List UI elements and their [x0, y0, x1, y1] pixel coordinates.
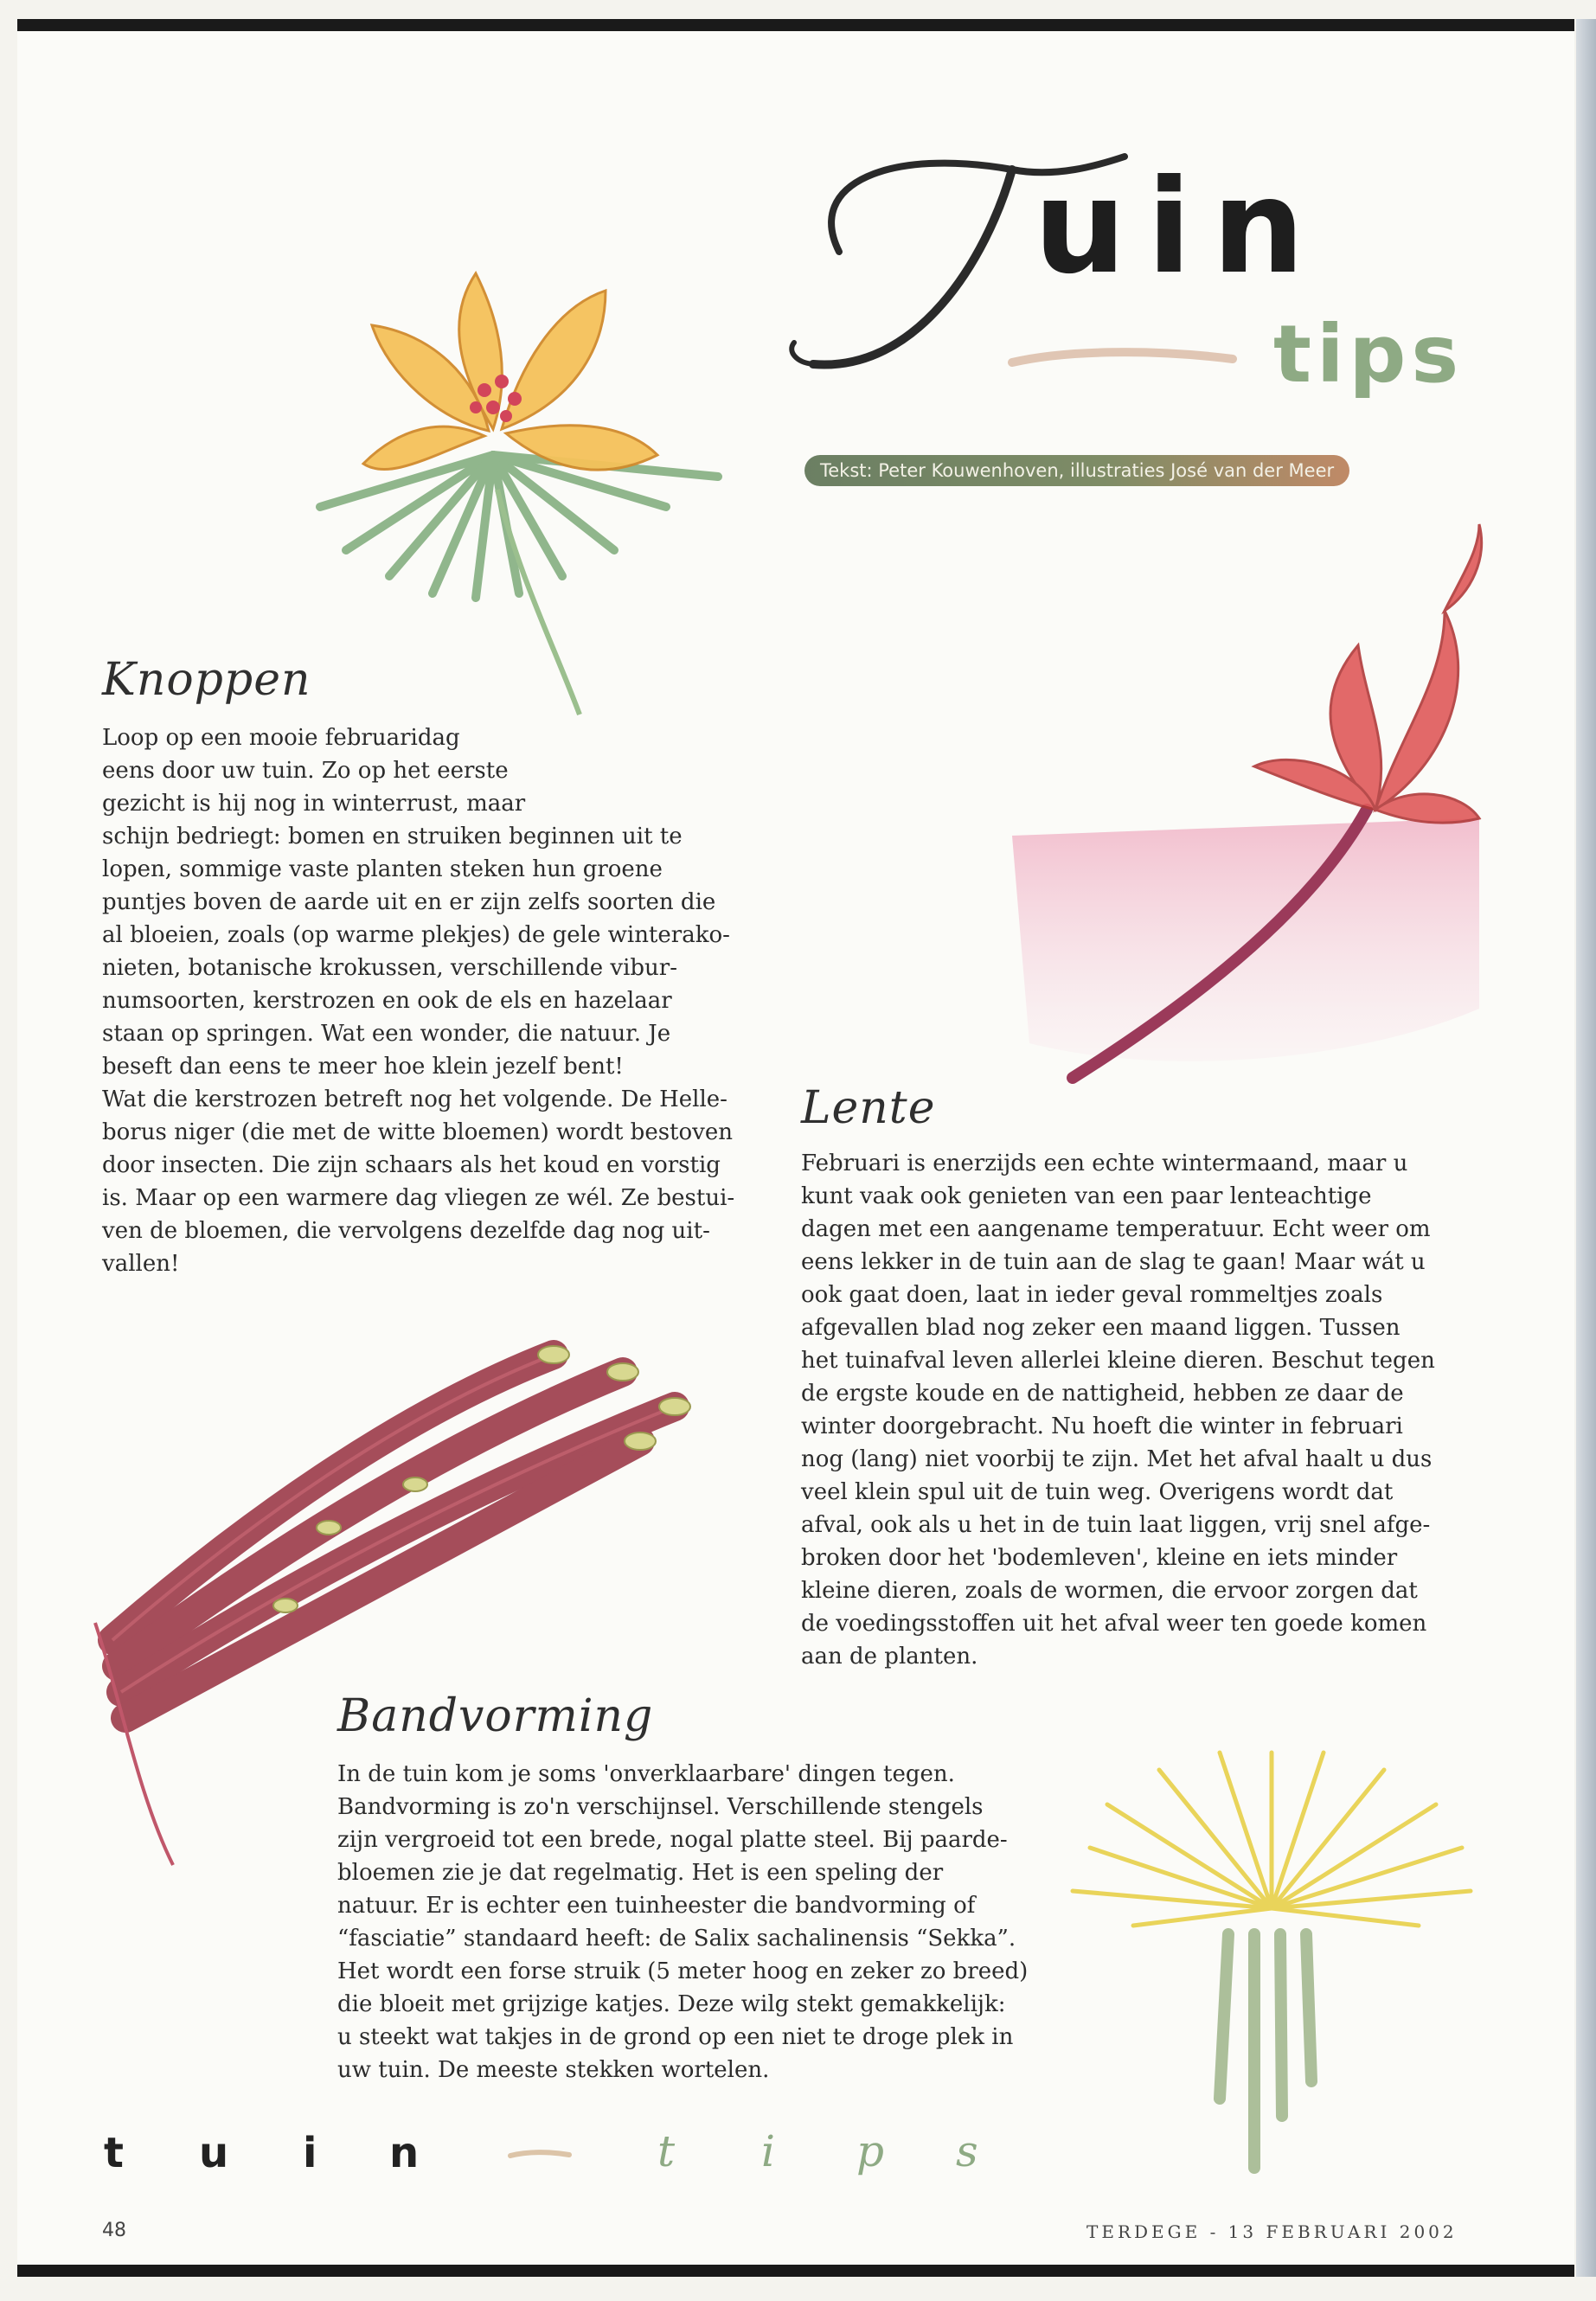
text-line: zijn vergroeid tot een brede, nogal platte steel. Bij paarde-: [337, 1827, 1008, 1853]
page-number: 48: [102, 2220, 126, 2241]
footer-letter: n: [389, 2129, 420, 2177]
text-line: de ergste koude en de nattigheid, hebben ze daar de: [801, 1381, 1404, 1407]
credit-bar: Tekst: Peter Kouwenhoven, illustraties José van der Meer: [804, 455, 1349, 486]
text-line: ven de bloemen, die vervolgens dezelfde dag nog uit-: [102, 1218, 710, 1244]
text-line: kleine dieren, zoals de wormen, die ervoor zorgen dat: [801, 1578, 1418, 1604]
footer-letter: t: [104, 2129, 124, 2177]
text-line: veel klein spul uit de tuin weg. Overigens wordt dat: [801, 1479, 1394, 1505]
magazine-page: [17, 19, 1574, 2277]
heading-knoppen: Knoppen: [102, 654, 311, 706]
text-line: “fasciatie” standaard heeft: de Salix sachalinensis “Sekka”.: [337, 1926, 1016, 1952]
text-line: nog (lang) niet voorbij te zijn. Met het afval haalt u dus: [801, 1446, 1433, 1472]
text-line: al bloeien, zoals (op warme plekjes) de gele winterako-: [102, 922, 730, 948]
text-line: aan de planten.: [801, 1644, 978, 1670]
page-subtitle: tips: [1273, 308, 1465, 401]
text-line: puntjes boven de aarde uit en er zijn zelfs soorten die: [102, 889, 716, 915]
text-line: schijn bedriegt: bomen en struiken beginnen uit te: [102, 824, 683, 849]
brush-stroke-icon: [1012, 347, 1237, 373]
footer-letter: i: [761, 2126, 775, 2176]
text-line: In de tuin kom je soms 'onverklaarbare' dingen tegen.: [337, 1761, 955, 1787]
text-line: bloemen zie je dat regelmatig. Het is een speling der: [337, 1860, 944, 1886]
red-sprout-illustration: [995, 524, 1497, 1130]
page-edge: [1576, 19, 1596, 2277]
text-line: eens lekker in de tuin aan de slag te gaan! Maar wát u: [801, 1249, 1426, 1275]
text-line: het tuinafval leven allerlei kleine dieren. Beschut tegen: [801, 1348, 1435, 1374]
dandelion-illustration: [1055, 1753, 1488, 2185]
text-line: dagen met een aangename temperatuur. Echt weer om: [801, 1216, 1431, 1242]
text-line: winter doorgebracht. Nu hoeft die winter in februari: [801, 1413, 1403, 1439]
text-line: uw tuin. De meeste stekken wortelen.: [337, 2057, 770, 2083]
text-line: Loop op een mooie februaridag: [102, 725, 460, 751]
text-line: staan op springen. Wat een wonder, die natuur. Je: [102, 1021, 671, 1047]
text-line: gezicht is hij nog in winterrust, maar: [102, 791, 526, 817]
text-line: Het wordt een forse struik (5 meter hoog en zeker zo breed): [337, 1958, 1029, 1984]
footer-letter: s: [956, 2126, 978, 2176]
text-line: broken door het 'bodemleven', kleine en iets minder: [801, 1545, 1398, 1571]
heading-lente: Lente: [801, 1082, 936, 1134]
text-line: lopen, sommige vaste planten steken hun groene: [102, 856, 663, 882]
text-line: is. Maar op een warmere dag vliegen ze wél. Ze bestui-: [102, 1185, 735, 1211]
text-line: numsoorten, kerstrozen en ook de els en hazelaar: [102, 988, 672, 1014]
text-line: afgevallen blad nog zeker een maand liggen. Tussen: [801, 1315, 1401, 1341]
page-title: uin: [1034, 152, 1325, 303]
footer-letter: u: [199, 2129, 229, 2177]
text-line: nieten, botanische krokussen, verschillende vibur-: [102, 955, 677, 981]
text-line: Februari is enerzijds een echte wintermaand, maar u: [801, 1150, 1408, 1176]
text-line: die bloeit met grijzige katjes. Deze wilg stekt gemakkelijk:: [337, 1991, 1006, 2017]
text-line: kunt vaak ook genieten van een paar lenteachtige: [801, 1183, 1372, 1209]
text-line: natuur. Er is echter een tuinheester die bandvorming of: [337, 1893, 976, 1919]
heading-bandvorming: Bandvorming: [337, 1690, 654, 1742]
text-line: u steekt wat takjes in de grond op een niet te droge plek in: [337, 2024, 1014, 2050]
footer-letter: i: [303, 2129, 317, 2177]
footer-letter: p: [856, 2126, 885, 2176]
text-knoppen: [102, 721, 785, 1280]
text-lente: [801, 1147, 1493, 1673]
text-line: beseft dan eens te meer hoe klein jezelf bent!: [102, 1054, 624, 1080]
winter-aconite-illustration: [294, 230, 744, 749]
text-line: afval, ook als u het in de tuin laat liggen, vrij snel afge-: [801, 1512, 1431, 1538]
text-line: vallen!: [102, 1251, 180, 1277]
text-line: eens door uw tuin. Zo op het eerste: [102, 758, 509, 784]
footer-brush-icon: [510, 2149, 571, 2161]
footer-letter: t: [657, 2126, 676, 2176]
text-line: door insecten. Die zijn schaars als het koud en vorstig: [102, 1152, 721, 1178]
text-bandvorming: [337, 1758, 1055, 2086]
text-line: borus niger (die met de witte bloemen) wordt bestoven: [102, 1119, 733, 1145]
text-line: de voedingsstoffen uit het afval weer ten goede komen: [801, 1611, 1427, 1637]
text-line: Wat die kerstrozen betreft nog het volgende. De Helle-: [102, 1086, 727, 1112]
publication-info: TERDEGE - 13 FEBRUARI 2002: [1086, 2221, 1458, 2242]
text-line: Bandvorming is zo'n verschijnsel. Verschillende stengels: [337, 1794, 984, 1820]
text-line: ook gaat doen, laat in ieder geval rommeltjes zoals: [801, 1282, 1383, 1308]
